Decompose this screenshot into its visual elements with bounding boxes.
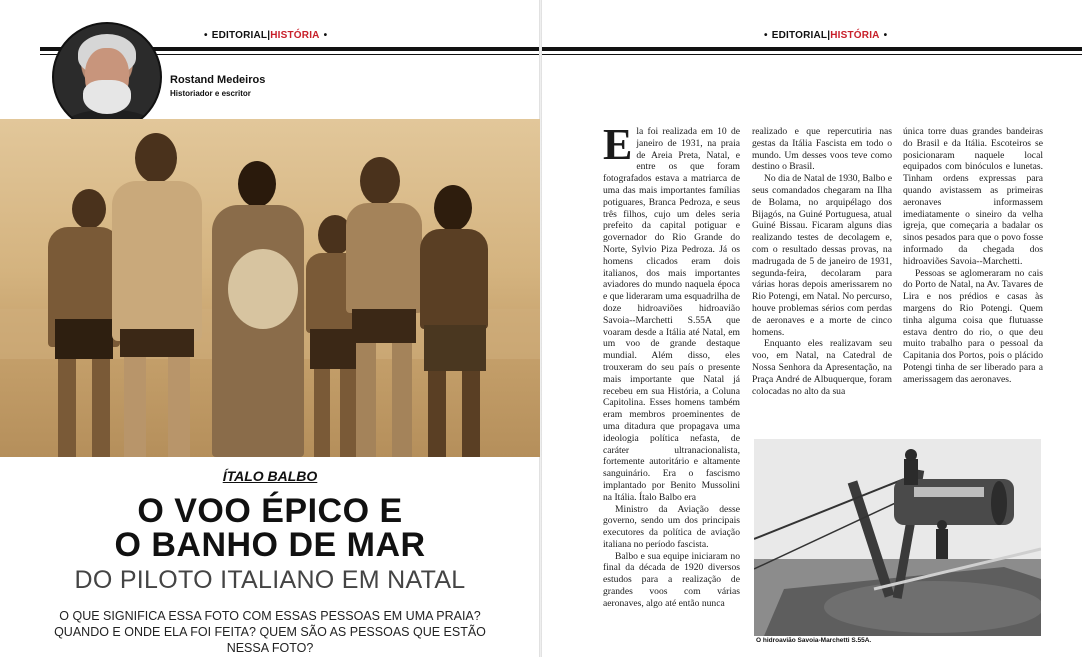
author-role: Historiador e escritor	[170, 89, 251, 98]
author-avatar	[52, 22, 162, 132]
article-title-line2: O BANHO DE MAR	[114, 526, 426, 564]
article-title	[0, 494, 540, 562]
article-deck: O QUE SIGNIFICA ESSA FOTO COM ESSAS PESSOAS EM UMA PRAIA? QUANDO E ONDE ELA FOI FEITA? QUEM SÃO AS PESSOAS QUE ESTÃO NESSA FOTO?	[54, 609, 486, 655]
seaplane-illustration	[754, 439, 1041, 636]
subsection-label: HISTÓRIA	[270, 30, 320, 41]
paragraph: realizado e que repercutiria nas gestas da Itália Fascista em todo o mundo. Um desses voos teve como destino o Brasil.	[752, 126, 892, 173]
seaplane-caption: O hidroavião Savoia-Marchetti S.55A.	[756, 637, 872, 644]
drop-cap: E	[603, 120, 633, 169]
article-title-line1: O VOO ÉPICO E	[137, 492, 403, 530]
author-name: Rostand Medeiros	[170, 74, 266, 86]
header-rule-thin-right	[542, 54, 1082, 55]
article-subtitle: DO PILOTO ITALIANO EM NATAL	[74, 566, 466, 594]
paragraph: Ela foi realizada em 10 de janeiro de 1931, na praia de Areia Preta, Natal, e entre os que foram fotografados estava a matriarca de uma das mais importantes famílias potiguares, Branca Pedroza, e seus três filhos, cujo um deles seria prefeito da capital potiguar e governador do Rio Grande do Norte, Sylvio Piza Pedroza. Já os homens clicados eram dois italianos, dos mais importantes aviadores do mundo naquela época e que lideraram uma esquadrilha de doze hidroaviões hidroavião Savoia--Marchetti S.55A que voaram desde a Itália até Natal, em um voo de grande destaque mundial. Além disso, eles trouxeram do seu país o presente mais importante que Natal já recebeu em sua História, a Coluna Capitolina. Esses homens também eram membros proeminentes de uma ditadura que propagava uma ideologia política nefasta, de caráter ultranacionalista, fortemente autoritário e altamente sanguinário. Era o fascismo implantado por Benito Mussolini na Itália. Ítalo Balbo era	[603, 120, 740, 503]
body-column-1	[603, 120, 740, 656]
beach-group-photo	[0, 119, 540, 457]
section-label: EDITORIAL	[211, 30, 268, 41]
section-tag-right: • EDITORIAL|HISTÓRIA •	[764, 30, 888, 41]
paragraph: Ministro da Aviação desse governo, sendo um dos principais executores da política de aviação italiana no período fascista.	[603, 503, 740, 550]
paragraph: Pessoas se aglomeraram no cais do Porto de Natal, na Av. Tavares de Lira e nos prédios e casas às margens do Rio Potengi. Quem tinha alguma coisa que flutuasse estava dentro do rio, o que deu muito trabalho para o pessoal da Capitania dos Portos, pois o plácido Potengi tinha de ser liberado para a amerissagem das aeronaves.	[903, 267, 1043, 385]
paragraph: única torre duas grandes bandeiras do Brasil e da Itália. Escoteiros se posicionaram naquele local equipados com binóculos e lunetas. Tinham ordens expressas para quando avistassem as primeiras aeronaves informassem imediatamente o sineiro da velha igreja, que começaria a badalar os sinos pesados para que o povo fosse informado da chegada dos hidroaviões Savoia--Marchetti.	[903, 126, 1043, 267]
article-kicker: ÍTALO BALBO	[222, 468, 318, 484]
body-column-2	[752, 126, 892, 436]
paragraph: Balbo e sua equipe iniciaram no final da década de 1920 diversos estudos para a realização de grandes voos com várias aeronaves, algo até então nunca	[603, 550, 740, 609]
body-column-3	[903, 126, 1043, 436]
section-tag-left: • EDITORIAL|HISTÓRIA •	[204, 30, 328, 41]
paragraph: No dia de Natal de 1930, Balbo e seus comandados chegaram na Ilha de Bolama, no arquipélago dos Bijagós, na Guiné Portuguesa, atual Guiné Bissau. Ficaram alguns dias realizando testes de decolagem e, com o resultado dessas provas, na madrugada de 5 de janeiro de 1931, segunda-feira, decolaram para várias horas depois amerissarem no Rio Potengi, em Natal. No percurso, houve problemas sérios com perdas de aeronaves e a morte de cinco homens.	[752, 173, 892, 338]
header-rule-thick-right	[542, 47, 1082, 51]
paragraph: Enquanto eles realizavam seu voo, em Natal, na Catedral de Nossa Senhora da Apresentação, na Praça André de Albuquerque, foram colocadas no alto da sua	[752, 338, 892, 397]
seaplane-photo	[754, 439, 1041, 636]
